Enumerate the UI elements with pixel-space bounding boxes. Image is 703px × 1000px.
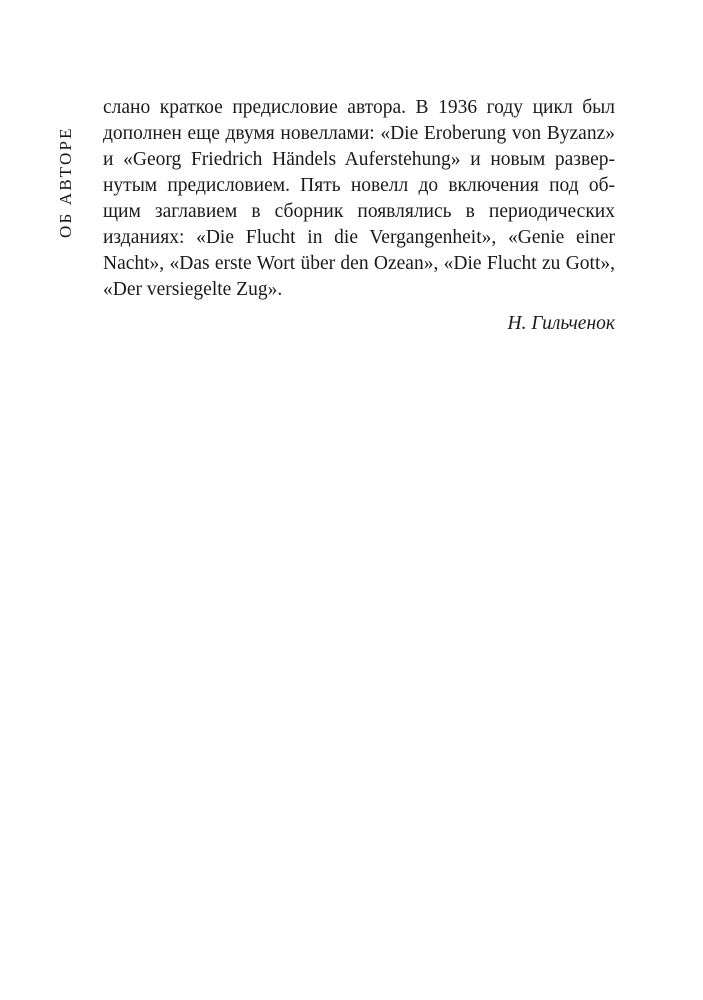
paragraph-line: щим заглавием в сборник появлялись в периодических — [103, 201, 615, 222]
paragraph-line: изданиях: «Die Flucht in die Vergangenheit», «Genie einer — [103, 227, 615, 248]
paragraph-line: дополнен еще двумя новеллами: «Die Eroberung von Byzanz» — [103, 123, 615, 144]
paragraph-line: нутым предисловием. Пять новелл до включения под об- — [103, 175, 615, 196]
running-head: ОБ АВТОРЕ — [56, 126, 75, 238]
body-paragraph — [103, 95, 615, 303]
paragraph-line: Nacht», «Das erste Wort über den Ozean», «Die Flucht zu Gott», — [103, 253, 615, 274]
paragraph-line: «Der versiegelte Zug». — [103, 279, 283, 300]
paragraph-line: и «Georg Friedrich Händels Auferstehung» и новым развер- — [103, 149, 615, 170]
author-signature: Н. Гильченок — [507, 313, 615, 334]
paragraph-line: слано краткое предисловие автора. В 1936 году цикл был — [103, 97, 615, 118]
